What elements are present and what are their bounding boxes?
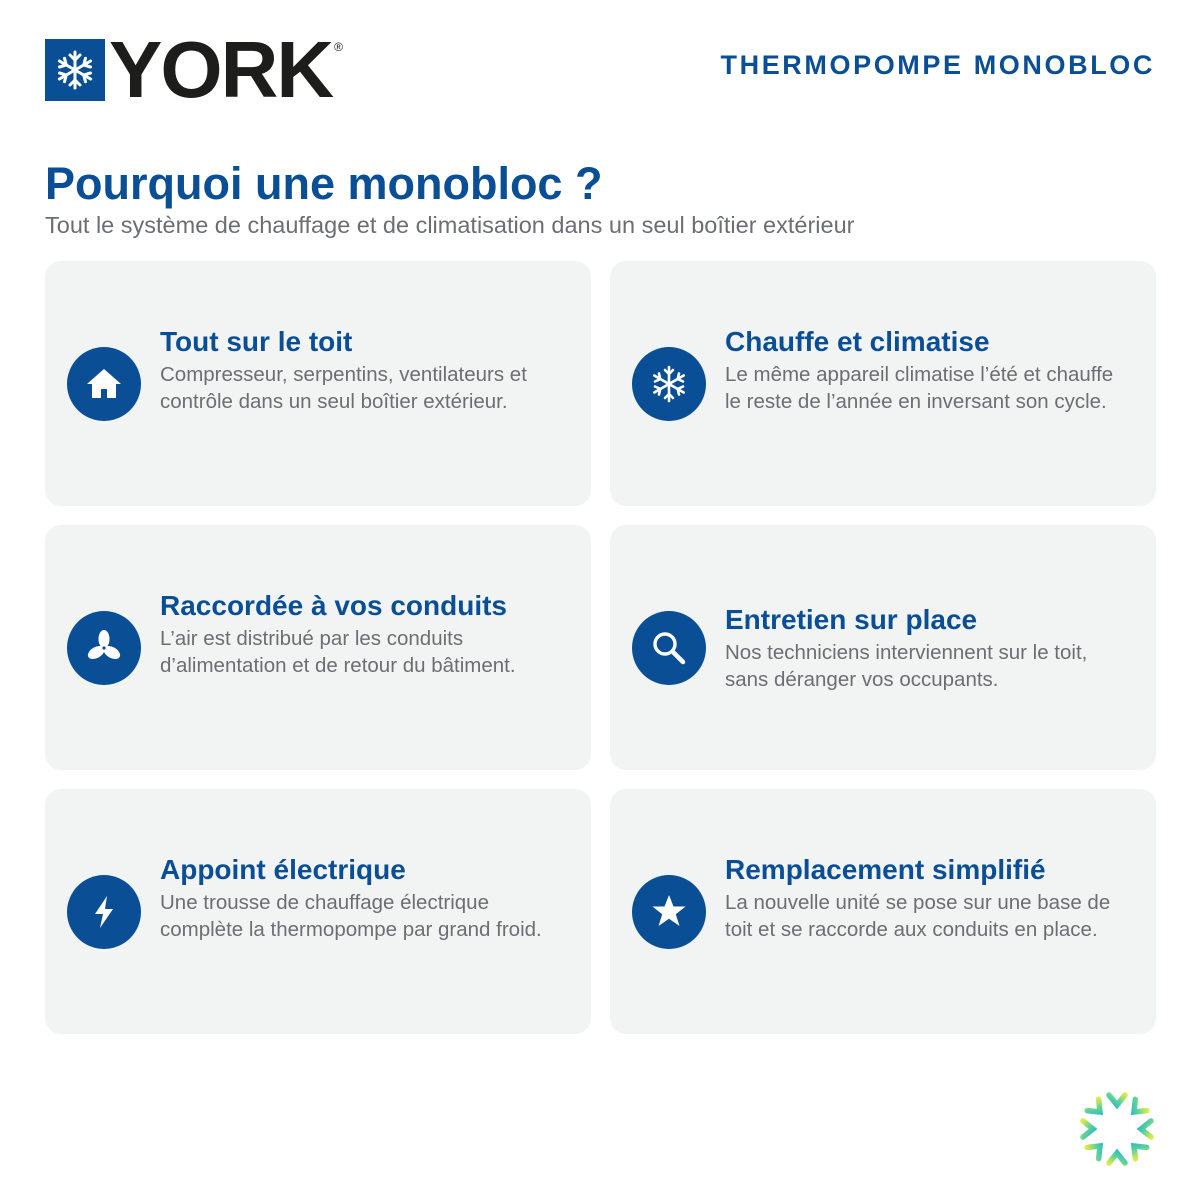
feature-card-onsite-service [610,525,1156,770]
feature-description: Le même appareil climatise l’été et chauffe le reste de l’année en inversant son cycle. [725,363,1114,413]
feature-card-replacement [610,789,1156,1034]
page-subtitle: Tout le système de chauffage et de climatisation dans un seul boîtier extérieur [45,212,855,238]
feature-card-ducts [45,525,591,770]
fan-icon [67,611,141,685]
registered-mark: ® [334,40,343,54]
feature-card-electric-backup [45,789,591,1034]
feature-title: Remplacement simplifié [725,854,1046,885]
gradient-starburst-icon [1062,1074,1172,1184]
logo-wordmark: YORK [109,25,333,114]
feature-title: Chauffe et climatise [725,326,990,357]
lightning-icon [67,875,141,949]
feature-description: Compresseur, serpentins, ventilateurs et contrôle dans un seul boîtier extérieur. [160,363,527,413]
magnifier-icon [632,611,706,685]
feature-title: Raccordée à vos conduits [160,590,508,621]
york-logo [45,25,343,114]
snowflake-icon [45,39,105,101]
page-title: Pourquoi une monobloc ? [45,158,603,209]
star-icon [632,875,706,949]
house-icon [67,347,141,421]
feature-card-heat-cool [610,261,1156,506]
feature-title: Appoint électrique [160,854,406,885]
feature-card-rooftop [45,261,591,506]
feature-description: Une trousse de chauffage électrique complète la thermopompe par grand froid. [160,891,542,941]
feature-title: Entretien sur place [725,604,978,635]
feature-description: La nouvelle unité se pose sur une base de toit et se raccorde aux conduits en place. [725,891,1111,941]
feature-description: L’air est distribué par les conduits d’alimentation et de retour du bâtiment. [160,627,516,677]
feature-title: Tout sur le toit [160,326,353,357]
feature-description: Nos techniciens interviennent sur le toit, sans déranger vos occupants. [725,641,1088,691]
product-label: THERMOPOMPE MONOBLOC [720,50,1155,80]
snowflake-icon [632,347,706,421]
